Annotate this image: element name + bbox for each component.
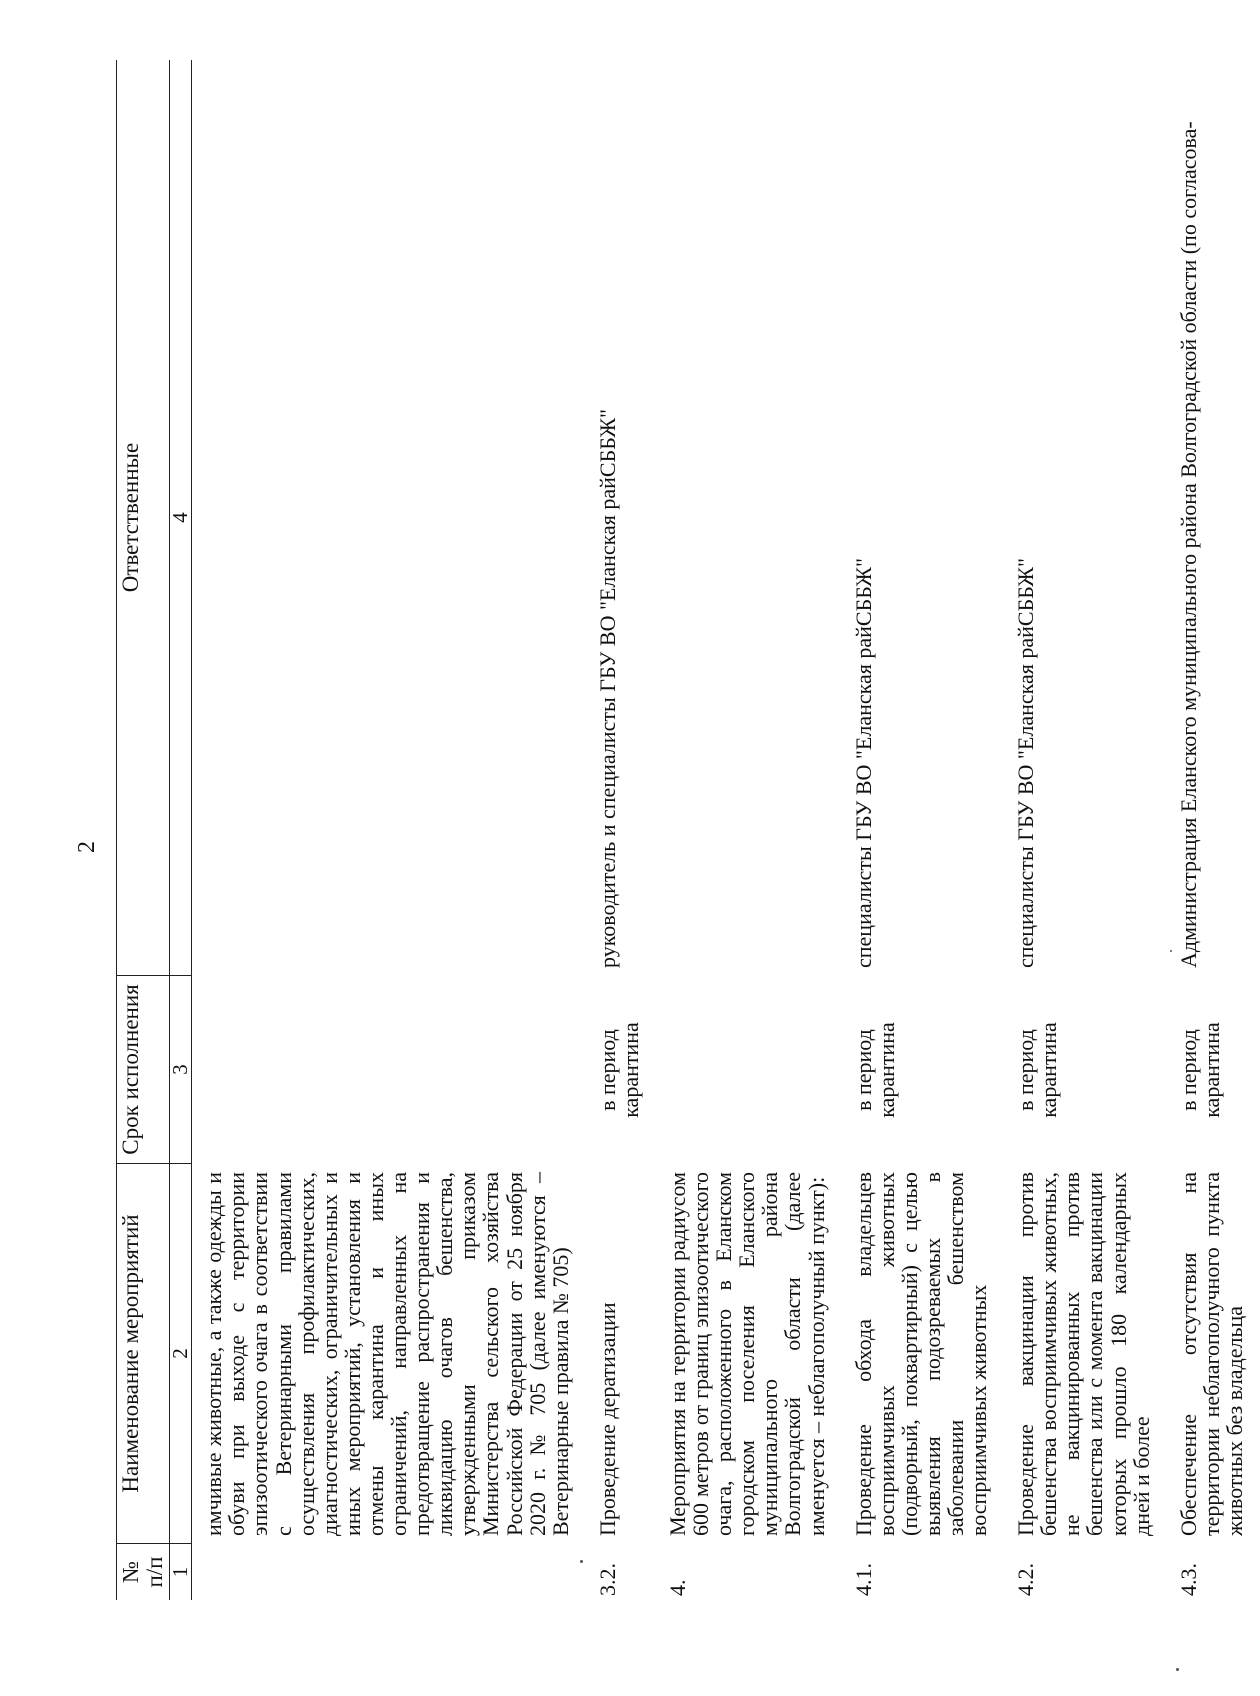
row-term xyxy=(192,976,586,1164)
measures-table xyxy=(116,60,1247,1600)
page-number: 2 xyxy=(73,841,100,853)
row-responsible xyxy=(656,60,842,976)
row-name: Проведение обхода владельцев восприимчивых животных (подворный, поквартирный) с целью выявления подозреваемых в заболевании бешенством восприимчивых животных xyxy=(850,1172,992,1536)
row-number: 4. xyxy=(664,1579,690,1596)
header-num: № п/п xyxy=(116,1544,170,1600)
row-number: 4.3. xyxy=(1175,1563,1201,1596)
row-name: имчивые животные, а также одежды и обуви при выходе с территории эпизоотического очага в соответствии с Ветеринарными правилами осуществления профилактических, диагностических, ограничительных и иных мероприятий, установления и отмены карантина и иных ограничений, направленных на предотвращение распространения и ликвидацию очагов бешенства, утвержденными приказом Министерства сельского хозяйства Российской Федерации от 25 ноября 2020 г. № 705 (далее именуются – Ветеринарные правила № 705) xyxy=(201,1172,573,1536)
row-responsible: руководитель и специалисты ГБУ ВО "Еланская райСББЖ" xyxy=(594,408,620,968)
row-term: в период карантина xyxy=(594,1022,643,1118)
row-responsible: специалисты ГБУ ВО "Еланская райСББЖ" xyxy=(1013,558,1039,968)
row-term: в период карантина xyxy=(850,1022,899,1118)
col-number: 3 xyxy=(170,976,192,1164)
row-number: 4.2. xyxy=(1013,1563,1039,1596)
row-name: Обеспечение отсутствия на территории неблагополучного пункта животных без владельца xyxy=(1175,1172,1247,1536)
row-responsible: Администрация Еланского муниципального района Волгоградской области (по согласова- xyxy=(1175,121,1201,968)
row-name: Проведение дератизации xyxy=(594,1302,620,1536)
row-number: 4.1. xyxy=(850,1563,876,1596)
row-term xyxy=(656,976,842,1164)
col-number: 2 xyxy=(170,1164,192,1544)
row-number: 3.2. xyxy=(594,1563,620,1596)
col-number: 4 xyxy=(170,60,192,976)
scan-speck xyxy=(1176,1668,1179,1671)
row-name: Мероприятия на территории радиусом 600 метров от границ эпизоотического очага, расположенного в Еланском городском поселения Еланского муниципального района Волгоградской области (далее именуется – неблагополучный пункт): xyxy=(664,1172,829,1536)
rotated-sheet xyxy=(116,60,1247,1600)
row-number xyxy=(192,1544,586,1600)
row-responsible xyxy=(192,60,586,976)
header-name: Наименование мероприятий xyxy=(116,1164,170,1544)
header-term: Срок исполнения xyxy=(116,976,170,1164)
header-responsible: Ответственные xyxy=(116,60,170,976)
row-term: в период карантина xyxy=(1013,1022,1062,1118)
row-term: в период карантина xyxy=(1175,1022,1224,1118)
col-number: 1 xyxy=(170,1544,192,1600)
row-responsible: специалисты ГБУ ВО "Еланская райСББЖ" xyxy=(850,558,876,968)
row-name: Проведение вакцинации против бешенства восприимчивых животных, не вакцинированных против бешенства или с момента вакцинации которых прошло 180 календарных дней и более xyxy=(1013,1172,1154,1536)
